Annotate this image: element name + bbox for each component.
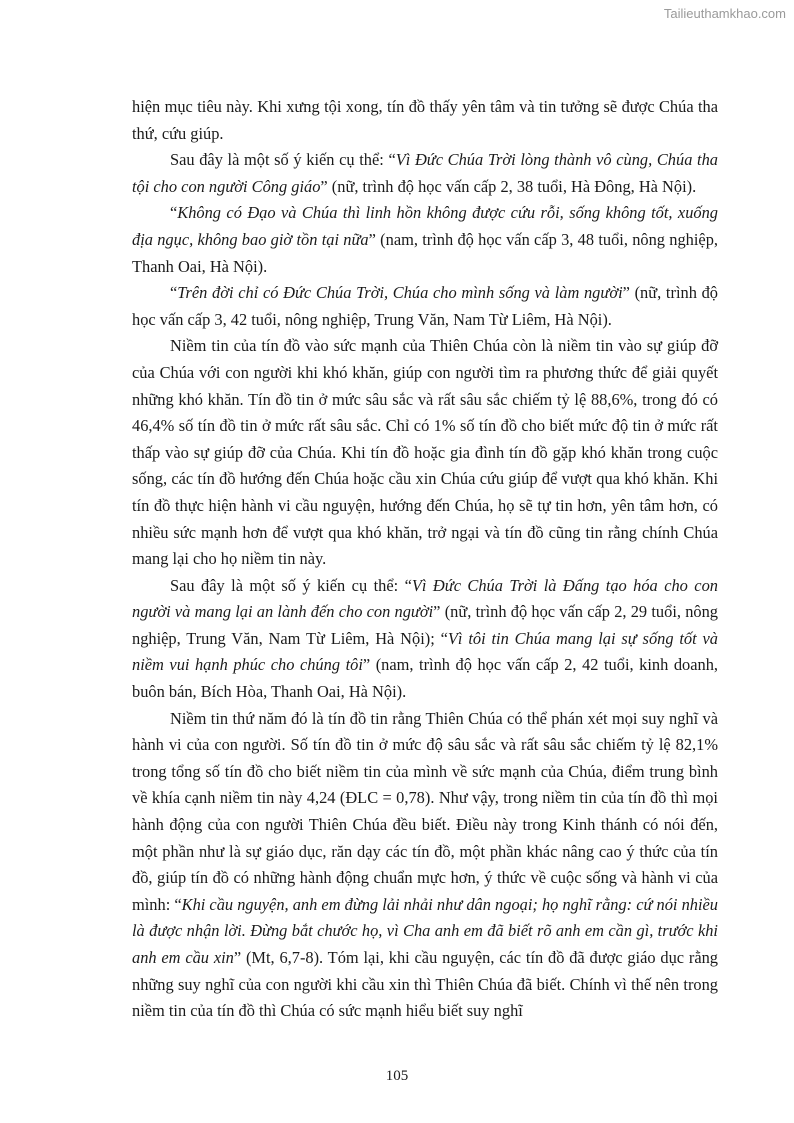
page-number: 105 [385,1068,409,1084]
body-paragraph [132,94,718,147]
paragraph-text: “ [170,203,178,223]
paragraph-text: ” (nữ, trình độ học vấn cấp 3, 42 tuổi, nông nghiệp, Trung Văn, Nam Từ Liêm, Hà Nội). [132,283,718,329]
paragraph-text: ” (nữ, trình độ học vấn cấp 2, 38 tuổi, Hà Đông, Hà Nội). [320,176,697,196]
quote-text: Khi cầu nguyện, anh em đừng lải nhải như dân ngoại; họ nghĩ rằng: cứ nói nhiều là được nhận lời. Đừng bắt chước họ, vì Cha anh em đã biết rõ anh em cần gì, trước khi anh em cầu xin [132,894,718,967]
paragraph-text: ” (nam, trình độ học vấn cấp 3, 48 tuổi, nông nghiệp, Thanh Oai, Hà Nội). [132,229,718,276]
paragraph-text: “ [170,283,178,303]
paragraph-text: Niềm tin thứ năm đó là tín đồ tin rằng Thiên Chúa có thể phán xét mọi suy nghĩ và hành vi của con người. Số tín đồ tin ở mức độ sâu sắc và rất sâu sắc chiếm tỷ lệ 82,1% trong tổng số tín đồ cho biết niềm tin của mình về sức mạnh của Chúa, điểm trung bình về khía cạnh niềm tin này 4,24 (ĐLC = 0,78). Như vậy, trong niềm tin của tín đồ thì mọi hành động của con người Thiên Chúa đều biết. Điều này trong Kinh thánh có nói đến, một phần như là sự giáo dục, răn dạy các tín đồ, một phần khác nâng cao ý thức của tín đồ, giúp tín đồ có những hành động chuẩn mực hơn, ý thức về cuộc sống và hành vi của mình: “ [132,708,718,914]
quote-text: Vì Đức Chúa Trời lòng thành vô cùng, Chúa tha tội cho con người Công giáo [132,150,718,196]
page-body [132,94,718,1025]
paragraph-text: Niềm tin của tín đồ vào sức mạnh của Thiên Chúa còn là niềm tin vào sự giúp đỡ của Chúa với con người khi khó khăn, giúp con người tìm ra phương thức để giải quyết những khó khăn. Tín đồ tin ở mức sâu sắc và rất sâu sắc chiếm tỷ lệ 88,6%, trong đó có 46,4% số tín đồ tin ở mức rất sâu sắc. Chỉ có 1% số tín đồ cho biết mức độ tin ở mức rất thấp vào sự giúp đỡ của Chúa. Khi tín đồ hoặc gia đình tín đồ gặp khó khăn trong cuộc sống, các tín đồ hướng đến Chúa hoặc cầu xin Chúa cứu giúp để vượt qua khó khăn. Khi tín đồ thực hiện hành vi cầu nguyện, hướng đến Chúa, họ sẽ tự tin hơn, yên tâm hơn, có nhiều sức mạnh hơn để vượt qua khó khăn, trở ngại và tín đồ cũng tin rằng chính Chúa mang lại cho họ niềm tin này. [132,336,718,569]
body-paragraph [132,573,718,706]
body-paragraph [132,333,718,572]
paragraph-text: hiện mục tiêu này. Khi xưng tội xong, tín đồ thấy yên tâm và tin tưởng sẽ được Chúa tha thứ, cứu giúp. [132,97,718,143]
paragraph-text: ” (Mt, 6,7-8). Tóm lại, khi cầu nguyện, các tín đồ đã được giáo dục rằng những suy nghĩ của con người khi cầu xin thì Thiên Chúa đã biết. Chính vì thế nên trong niềm tin của tín đồ thì Chúa có sức mạnh hiểu biết suy nghĩ [132,948,718,1021]
paragraph-text: Sau đây là một số ý kiến cụ thể: “ [170,150,396,170]
paragraph-text: Sau đây là một số ý kiến cụ thể: “ [170,575,412,595]
body-paragraph [132,147,718,200]
body-paragraph [132,200,718,280]
quote-text: Trên đời chỉ có Đức Chúa Trời, Chúa cho mình sống và làm người [177,283,623,303]
paragraph-text: ” (nam, trình độ học vấn cấp 2, 42 tuổi, kinh doanh, buôn bán, Bích Hòa, Thanh Oai, Hà Nội). [132,655,719,702]
quote-text: Không có Đạo và Chúa thì linh hồn không được cứu rỗi, sống không tốt, xuống địa ngục, không bao giờ tồn tại nữa [132,203,718,249]
body-paragraph [132,706,718,1025]
paragraph-text: ” (nữ, trình độ học vấn cấp 2, 29 tuổi, nông nghiệp, Trung Văn, Nam Từ Liêm, Hà Nội); “ [132,602,718,648]
quote-text: Vì Đức Chúa Trời là Đấng tạo hóa cho con người và mang lại an lành đến cho con người [132,575,718,622]
body-paragraph [132,280,718,333]
quote-text: Vì tôi tin Chúa mang lại sự sống tốt và niềm vui hạnh phúc cho chúng tôi [132,628,718,675]
watermark: Tailieuthamkhao.com [663,6,786,21]
